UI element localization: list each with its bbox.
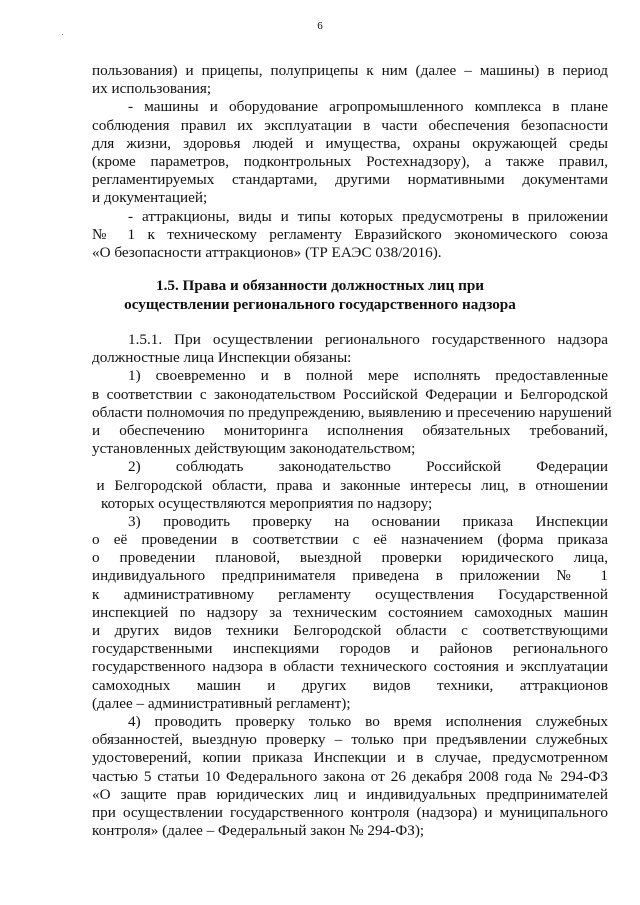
section-heading-line-1: 1.5. Права и обязанности должностных лиц при (155, 277, 485, 294)
text-line: (кроме параметров, подконтрольных Ростехнадзору), а также правил, (92, 152, 608, 170)
text-line: инспекцией по надзору за техническим состоянием самоходных машин (92, 603, 608, 621)
text-line: частью 5 статьи 10 Федерального закона от 26 декабря 2008 года № 294-ФЗ (92, 767, 608, 785)
text-line: удостоверений, копии приказа Инспекции и в случае, предусмотренном (92, 749, 608, 767)
text-line: 1) своевременно и в полной мере исполнять предоставленные (128, 367, 608, 385)
body-paragraph-block (92, 331, 612, 840)
text-line: - аттракционы, виды и типы которых предусмотрены в приложении (128, 207, 608, 225)
text-line: и документацией; (92, 189, 208, 207)
text-line: установленных действующим законодательством; (92, 440, 416, 458)
text-line: 4) проводить проверку только во время исполнения служебных (128, 712, 608, 730)
text-line: (далее – административный регламент); (92, 694, 351, 712)
text-line: о проведении плановой, выездной проверки юридического лица, (92, 549, 608, 567)
text-line: для жизни, здоровья людей и имущества, охраны окружающей среды (92, 134, 608, 152)
text-line: № 1 к техническому регламенту Евразийского экономического союза (92, 225, 608, 243)
top-paragraph-block (92, 62, 608, 262)
text-line: - машины и оборудование агропромышленного комплекса в плане (128, 98, 608, 116)
text-line: должностные лица Инспекции обязаны: (92, 349, 352, 367)
text-line: и других видов техники Белгородской области с соответствующими (92, 622, 608, 639)
text-line: и обеспечению мониторинга исполнения обязательных требований, (92, 421, 608, 439)
text-line: обязанностей, выездную проверку – только при предъявлении служебных (92, 731, 608, 749)
text-line: индивидуального предпринимателя приведена в приложении № 1 (92, 567, 608, 585)
text-line: «О безопасности аттракционов» (ТР ЕАЭС 038/2016). (92, 243, 442, 261)
section-heading (0, 276, 640, 314)
page-number: 6 (317, 20, 323, 32)
scan-corner-mark (62, 34, 63, 35)
text-line: их использования; (92, 80, 212, 98)
text-line: соблюдения правил их эксплуатации в части обеспечения безопасности (92, 116, 608, 134)
text-line: области полномочия по предупреждению, выявлению и пресечению нарушений (92, 403, 612, 421)
text-line: контроля» (далее – Федеральный закон № 294-ФЗ); (92, 822, 425, 840)
text-line: в соответствии с законодательством Российской Федерации и Белгородской (92, 385, 608, 403)
text-line: о её проведении в соответствии с её назначением (форма приказа (92, 531, 608, 549)
section-heading-line-2: осуществлении регионального государственного надзора (124, 296, 516, 313)
text-line: самоходных машин и других видов техники, аттракционов (92, 676, 608, 694)
text-line: при осуществлении государственного контроля (надзора) и муниципального (92, 803, 608, 821)
text-line: 1.5.1. При осуществлении регионального государственного надзора (128, 331, 608, 348)
text-line: пользования) и прицепы, полуприцепы к ним (далее – машины) в период (92, 62, 608, 79)
text-line: 3) проводить проверку на основании приказа Инспекции (128, 512, 608, 530)
text-line: к административному регламенту осуществления Государственной (92, 585, 608, 603)
text-line: «О защите прав юридических лиц и индивидуальных предпринимателей (92, 785, 608, 803)
text-line: государственными инспекциями городов и районов регионального (92, 640, 608, 658)
text-line: которых осуществляются мероприятия по надзору; (101, 494, 433, 512)
text-line: и Белгородской области, права и законные интересы лиц, в отношении (96, 476, 608, 494)
text-line: 2) соблюдать законодательство Российской Федерации (128, 458, 608, 476)
text-line: регламентируемых стандартами, другими нормативными документами (92, 171, 608, 189)
text-line: государственного надзора в области технического состояния и эксплуатации (92, 658, 608, 676)
